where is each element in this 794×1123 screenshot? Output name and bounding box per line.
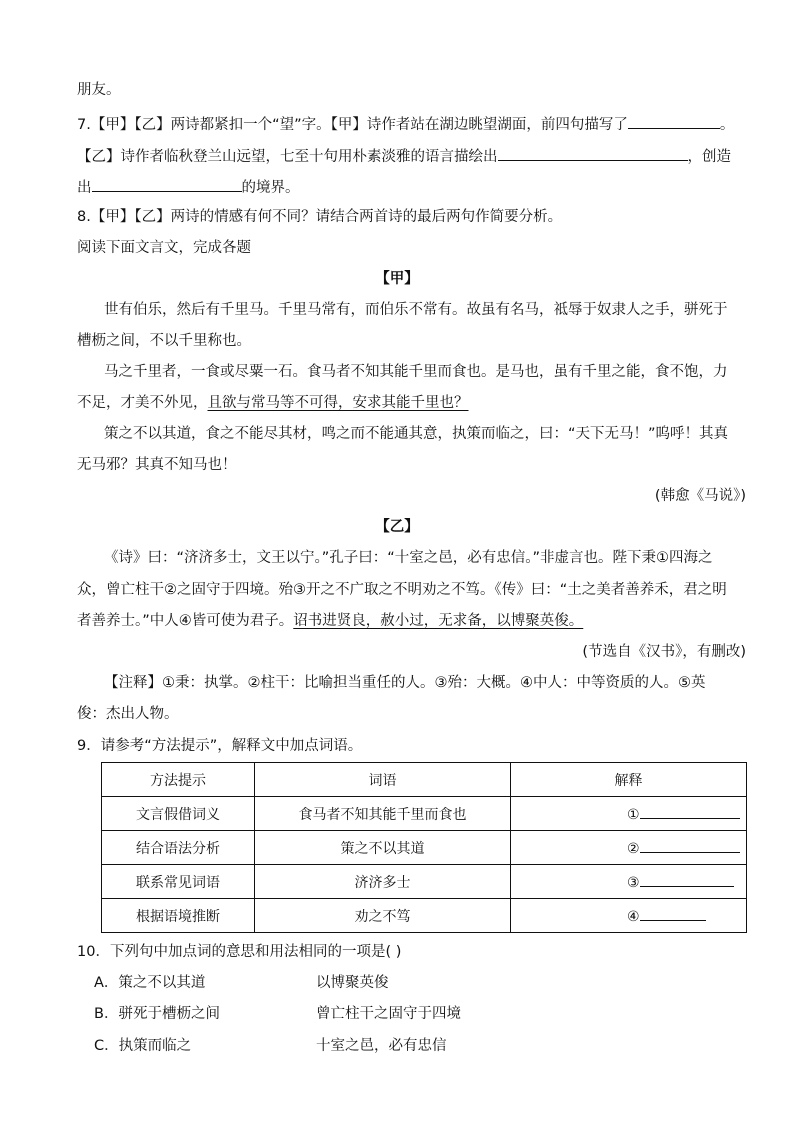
table-header-row <box>102 763 747 797</box>
answer-blank[interactable] <box>498 145 688 161</box>
phrase-cell: 济济多士 <box>255 865 511 899</box>
question-10: 10．下列句中加点词的意思和用法相同的一项是( ) <box>77 944 402 960</box>
phrase-cell: 食马者不知其能千里而食也 <box>255 797 511 831</box>
option-a[interactable]: A．策之不以其道 <box>94 975 206 991</box>
passage-yi-source: (节选自《汉书》，有删改) <box>582 644 746 660</box>
table-row <box>102 797 747 831</box>
passage-yi-text: 者善养士。”中人④皆可使为君子。诏书进贤良，赦小过，无求备，以博聚英俊。 <box>77 613 584 629</box>
question-7-line3: 出 的境界。 <box>77 176 300 198</box>
table-header: 方法提示 <box>102 763 255 797</box>
answer-cell[interactable]: ④ <box>511 899 747 933</box>
passage-jia-text: 世有伯乐，然后有千里马。千里马常有，而伯乐不常有。故虽有名马，祗辱于奴隶人之手，骈死于 <box>104 302 728 318</box>
question-7: 7.【甲】【乙】两诗都紧扣一个“望”字。【甲】诗作者站在湖边眺望湖面，前四句描写了 。 <box>77 113 734 135</box>
underlined-sentence: 且欲与常马等不可得，安求其能千里也？ <box>207 395 469 411</box>
method-table <box>101 762 747 933</box>
question-8: 8.【甲】【乙】两诗的情感有何不同？请结合两首诗的最后两句作简要分析。 <box>77 209 563 225</box>
answer-blank[interactable] <box>640 906 706 921</box>
phrase-cell: 策之不以其道 <box>255 831 511 865</box>
option-a-pair: 以博聚英俊 <box>316 975 389 991</box>
method-cell: 联系常见词语 <box>102 865 255 899</box>
answer-blank[interactable] <box>92 176 242 192</box>
text-line: 朋友。 <box>77 82 121 98</box>
method-cell: 结合语法分析 <box>102 831 255 865</box>
answer-cell[interactable]: ③ <box>511 865 747 899</box>
option-c[interactable]: C．执策而临之 <box>94 1038 192 1054</box>
passage-jia-heading: 【甲】 <box>375 271 419 287</box>
passage-jia-source: (韩愈《马说》) <box>654 488 746 504</box>
answer-blank[interactable] <box>640 804 740 819</box>
answer-blank[interactable] <box>640 872 734 887</box>
method-cell: 根据语境推断 <box>102 899 255 933</box>
phrase-cell: 劝之不笃 <box>255 899 511 933</box>
table-header: 词语 <box>255 763 511 797</box>
notes: 【注释】①秉：执掌。②柱干：比喻担当重任的人。③殆：大概。④中人：中等资质的人。⑤英 <box>104 675 706 691</box>
question-7-line2: 【乙】诗作者临秋登兰山远望，七至十句用朴素淡雅的语言描绘出 ，创造 <box>77 145 731 167</box>
passage-yi-text: 众，曾亡柱干②之固守于四境。殆③开之不广取之不明劝之不笃。《传》曰：“土之美者善养禾，君之明 <box>77 582 727 598</box>
option-b[interactable]: B．骈死于槽枥之间 <box>94 1006 220 1022</box>
passage-jia-text: 策之不以其道，食之不能尽其材，鸣之而不能通其意，执策而临之，曰：“天下无马！”呜呼！其真 <box>104 426 729 442</box>
table-row <box>102 831 747 865</box>
underlined-sentence: 诏书进贤良，赦小过，无求备，以博聚英俊。 <box>293 613 584 629</box>
method-cell: 文言假借词义 <box>102 797 255 831</box>
passage-jia-text: 无马邪？其真不知马也！ <box>77 457 237 473</box>
question-9: 9．请参考“方法提示”，解释文中加点词语。 <box>77 738 363 754</box>
table-row <box>102 899 747 933</box>
passage-jia-text: 不足，才美不外见，且欲与常马等不可得，安求其能千里也？ <box>77 395 469 411</box>
table-header: 解释 <box>511 763 747 797</box>
option-b-pair: 曾亡柱干之固守于四境 <box>316 1006 461 1022</box>
option-c-pair: 十室之邑，必有忠信 <box>316 1038 447 1054</box>
passage-yi-heading: 【乙】 <box>375 519 419 535</box>
answer-blank[interactable] <box>628 113 720 129</box>
passage-jia-text: 槽枥之间，不以千里称也。 <box>77 333 251 349</box>
passage-yi-text: 《诗》曰：“济济多士，文王以宁。”孔子曰：“十室之邑，必有忠信。”非虚言也。陛下秉①四海之 <box>104 550 713 566</box>
passage-jia-text: 马之千里者，一食或尽粟一石。食马者不知其能千里而食也。是马也，虽有千里之能，食不饱，力 <box>104 364 728 380</box>
answer-blank[interactable] <box>640 838 740 853</box>
notes: 俊：杰出人物。 <box>77 706 179 722</box>
answer-cell[interactable]: ② <box>511 831 747 865</box>
reading-intro: 阅读下面文言文，完成各题 <box>77 240 251 256</box>
table-row <box>102 865 747 899</box>
answer-cell[interactable]: ① <box>511 797 747 831</box>
